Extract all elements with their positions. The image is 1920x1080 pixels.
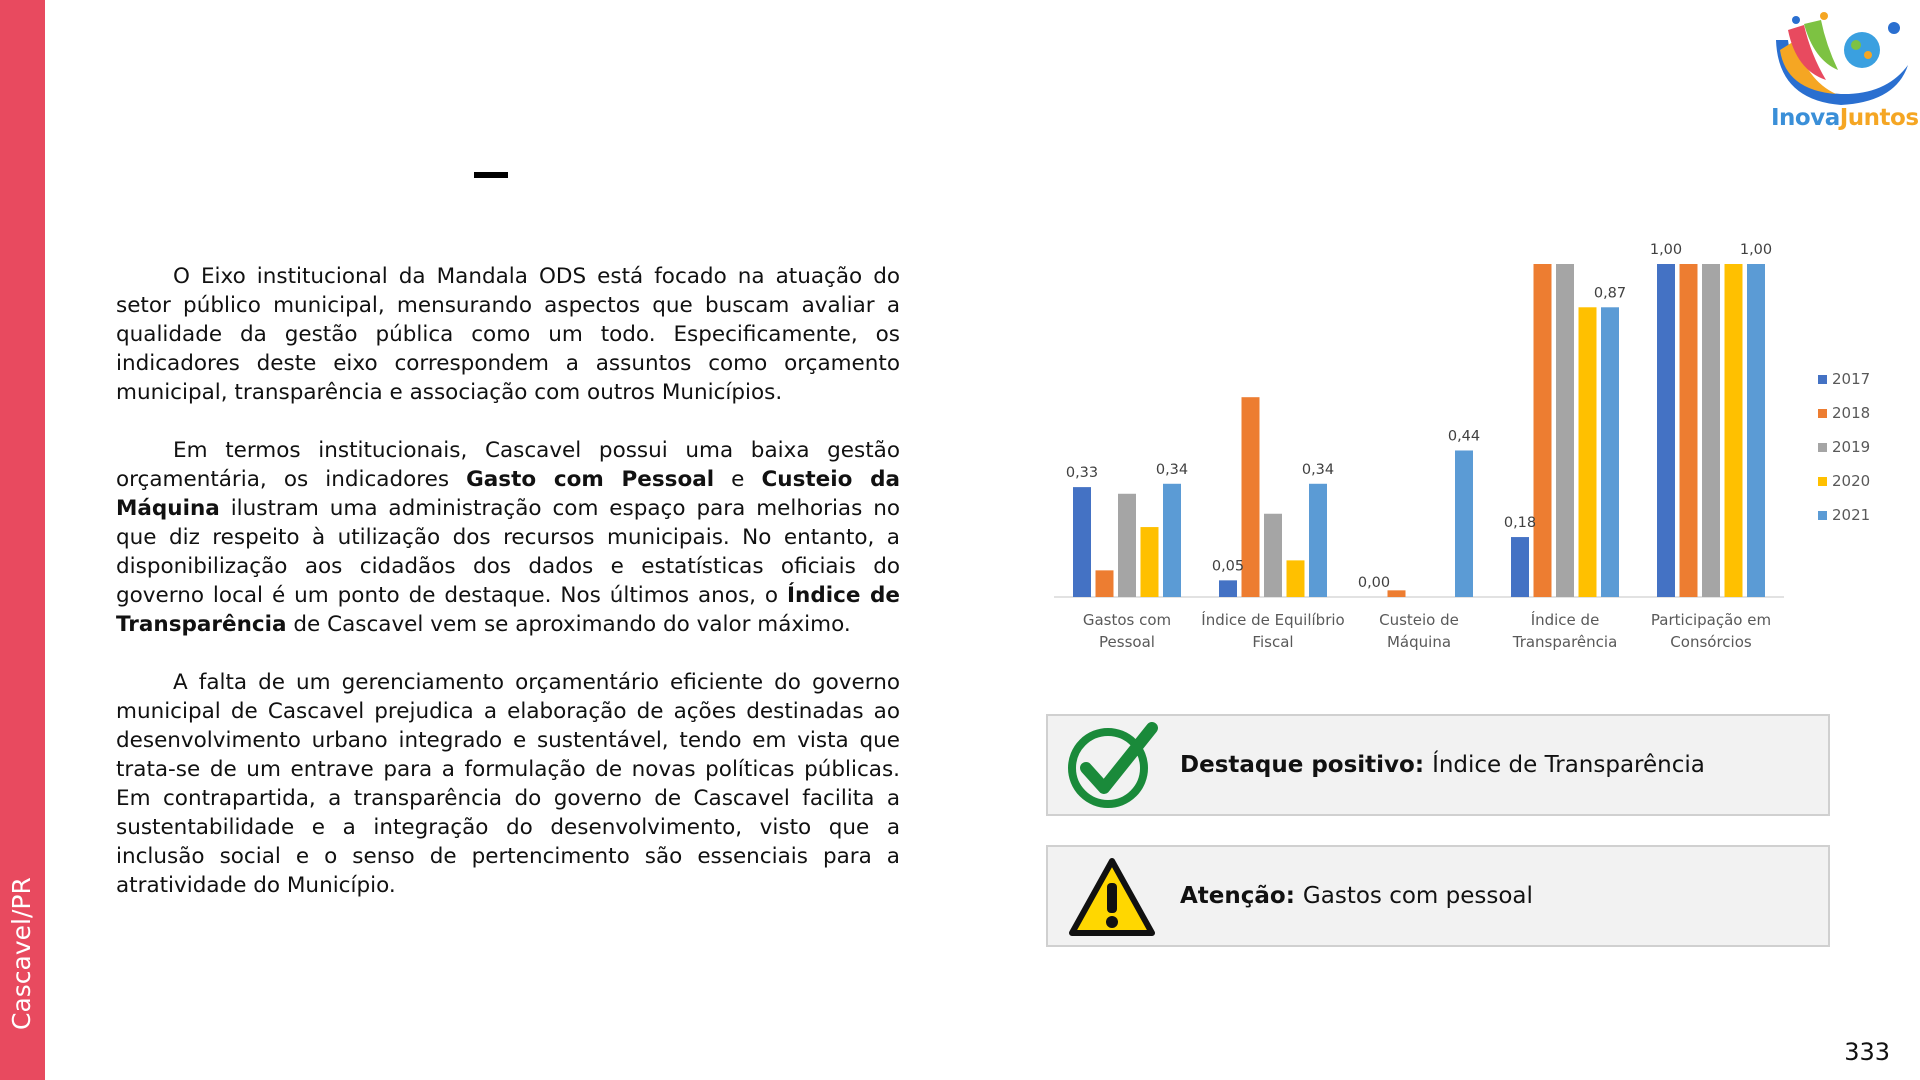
logo-text-inova: Inova (1771, 105, 1840, 131)
bar-2017-4 (1657, 264, 1675, 597)
paragraph-2-part: Em termos institucionais, Cascavel possui uma baixa gestão orçamentária, os indicadores (116, 438, 900, 492)
bar-2018-2 (1388, 590, 1406, 597)
x-tick-label: Índice de (1530, 611, 1600, 629)
page-number: 333 (1844, 1038, 1890, 1066)
paragraph-2-bold-custeio: Custeio da Máquina (116, 467, 900, 521)
logo-text-juntos: Juntos (1839, 105, 1919, 131)
legend-swatch-2021 (1818, 511, 1827, 520)
warning-callout-value: Gastos com pessoal (1302, 883, 1533, 909)
data-label: 0,44 (1447, 428, 1481, 445)
bar-chart (1040, 230, 1900, 670)
body-text (116, 262, 900, 929)
warning-callout-text (1180, 847, 1533, 945)
paragraph-3: A falta de um gerenciamento orçamentário eficiente do governo municipal de Cascavel prejudica a elaboração de ações destinadas ao desenvolvimento urbano integrado e sustentável, tendo em vista que trata-se de um entrave para a formulação de novas políticas públicas. Em contrapartida, a transparência do governo de Cascavel facilita a sustentabilidade e a integração do desenvolvimento, visto que a inclusão social e o senso de pertencimento são essenciais para a atratividade do Município. (116, 670, 900, 898)
legend-swatch-2017 (1818, 375, 1827, 384)
x-tick-label: Participação em (1650, 611, 1772, 629)
title-dash (474, 172, 508, 178)
bar-2021-1 (1309, 484, 1327, 597)
warning-callout (1046, 845, 1830, 947)
bar-2020-3 (1579, 307, 1597, 597)
legend-label-2021: 2021 (1832, 506, 1871, 524)
data-label: 0,33 (1065, 465, 1099, 482)
x-tick-label: Gastos com (1082, 611, 1172, 629)
logo-text (1771, 105, 1919, 131)
x-tick-label: Fiscal (1252, 633, 1294, 651)
sidebar-label-wrap (0, 830, 45, 1030)
paragraph-2-bold-indice: Índice de Transparência (116, 583, 900, 637)
bar-2021-4 (1747, 264, 1765, 597)
legend-label-2019: 2019 (1832, 438, 1871, 456)
data-label: 0,05 (1211, 558, 1245, 575)
bar-2021-2 (1455, 450, 1473, 597)
bar-2017-0 (1073, 487, 1091, 597)
data-label: 1,00 (1649, 242, 1683, 258)
legend-label-2020: 2020 (1832, 472, 1871, 490)
positive-callout-text (1180, 716, 1705, 814)
positive-callout-value: Índice de Transparência (1432, 752, 1705, 778)
data-label: 0,34 (1155, 461, 1189, 478)
bar-2018-4 (1680, 264, 1698, 597)
x-tick-label: Custeio de (1379, 611, 1459, 629)
warning-icon (1066, 853, 1158, 941)
x-tick-label: Índice de Equilíbrio (1201, 611, 1345, 629)
data-label: 0,34 (1301, 461, 1335, 478)
data-label: 0,18 (1503, 515, 1537, 532)
paragraph-2-part: de Cascavel vem se aproximando do valor máximo. (286, 612, 851, 637)
x-tick-label: Consórcios (1670, 633, 1752, 651)
bar-2018-1 (1242, 397, 1260, 597)
data-label: 0,00 (1357, 575, 1391, 591)
bar-2020-1 (1287, 560, 1305, 597)
bar-2017-3 (1511, 537, 1529, 597)
bar-2021-0 (1163, 484, 1181, 597)
bar-2019-3 (1556, 264, 1574, 597)
legend-label-2017: 2017 (1832, 370, 1871, 388)
bar-2020-4 (1725, 264, 1743, 597)
positive-callout-label: Destaque positivo: (1180, 752, 1425, 778)
bar-2021-3 (1601, 307, 1619, 597)
bar-2019-1 (1264, 514, 1282, 597)
paragraph-1: O Eixo institucional da Mandala ODS está focado na atuação do setor público municipal, mensurando aspectos que buscam avaliar a qualidade da gestão pública como um todo. Especificamente, os indicadores deste eixo correspondem a assuntos como orçamento municipal, transparência e associação com outros Municípios. (116, 264, 900, 405)
check-icon (1066, 722, 1158, 810)
bar-2018-3 (1534, 264, 1552, 597)
sidebar-label: Cascavel/PR (6, 877, 36, 1030)
data-label: 1,00 (1739, 242, 1773, 258)
legend-swatch-2018 (1818, 409, 1827, 418)
bar-chart-svg (1040, 230, 1900, 670)
x-tick-label: Pessoal (1099, 633, 1155, 651)
bar-2020-0 (1141, 527, 1159, 597)
positive-callout (1046, 714, 1830, 816)
bar-2019-4 (1702, 264, 1720, 597)
bar-2017-1 (1219, 580, 1237, 597)
paragraph-2-part: e (714, 467, 762, 492)
warning-callout-label: Atenção: (1180, 883, 1295, 909)
sidebar (0, 0, 45, 1080)
legend-label-2018: 2018 (1832, 404, 1871, 422)
bar-2018-0 (1096, 570, 1114, 597)
x-tick-label: Transparência (1512, 633, 1618, 651)
legend-swatch-2020 (1818, 477, 1827, 486)
x-tick-label: Máquina (1386, 633, 1452, 651)
paragraph-2-part: ilustram uma administração com espaço para melhorias no que diz respeito à utilização dos recursos municipais. No entanto, a disponibilização aos cidadãos dos dados e estatísticas oficiais do governo local é um ponto de destaque. Nos últimos anos, o (116, 496, 900, 608)
paragraph-2-bold-gasto: Gasto com Pessoal (466, 467, 715, 492)
bar-2019-0 (1118, 494, 1136, 597)
paragraph-2 (116, 436, 900, 639)
legend-swatch-2019 (1818, 443, 1827, 452)
data-label: 0,87 (1593, 285, 1627, 302)
